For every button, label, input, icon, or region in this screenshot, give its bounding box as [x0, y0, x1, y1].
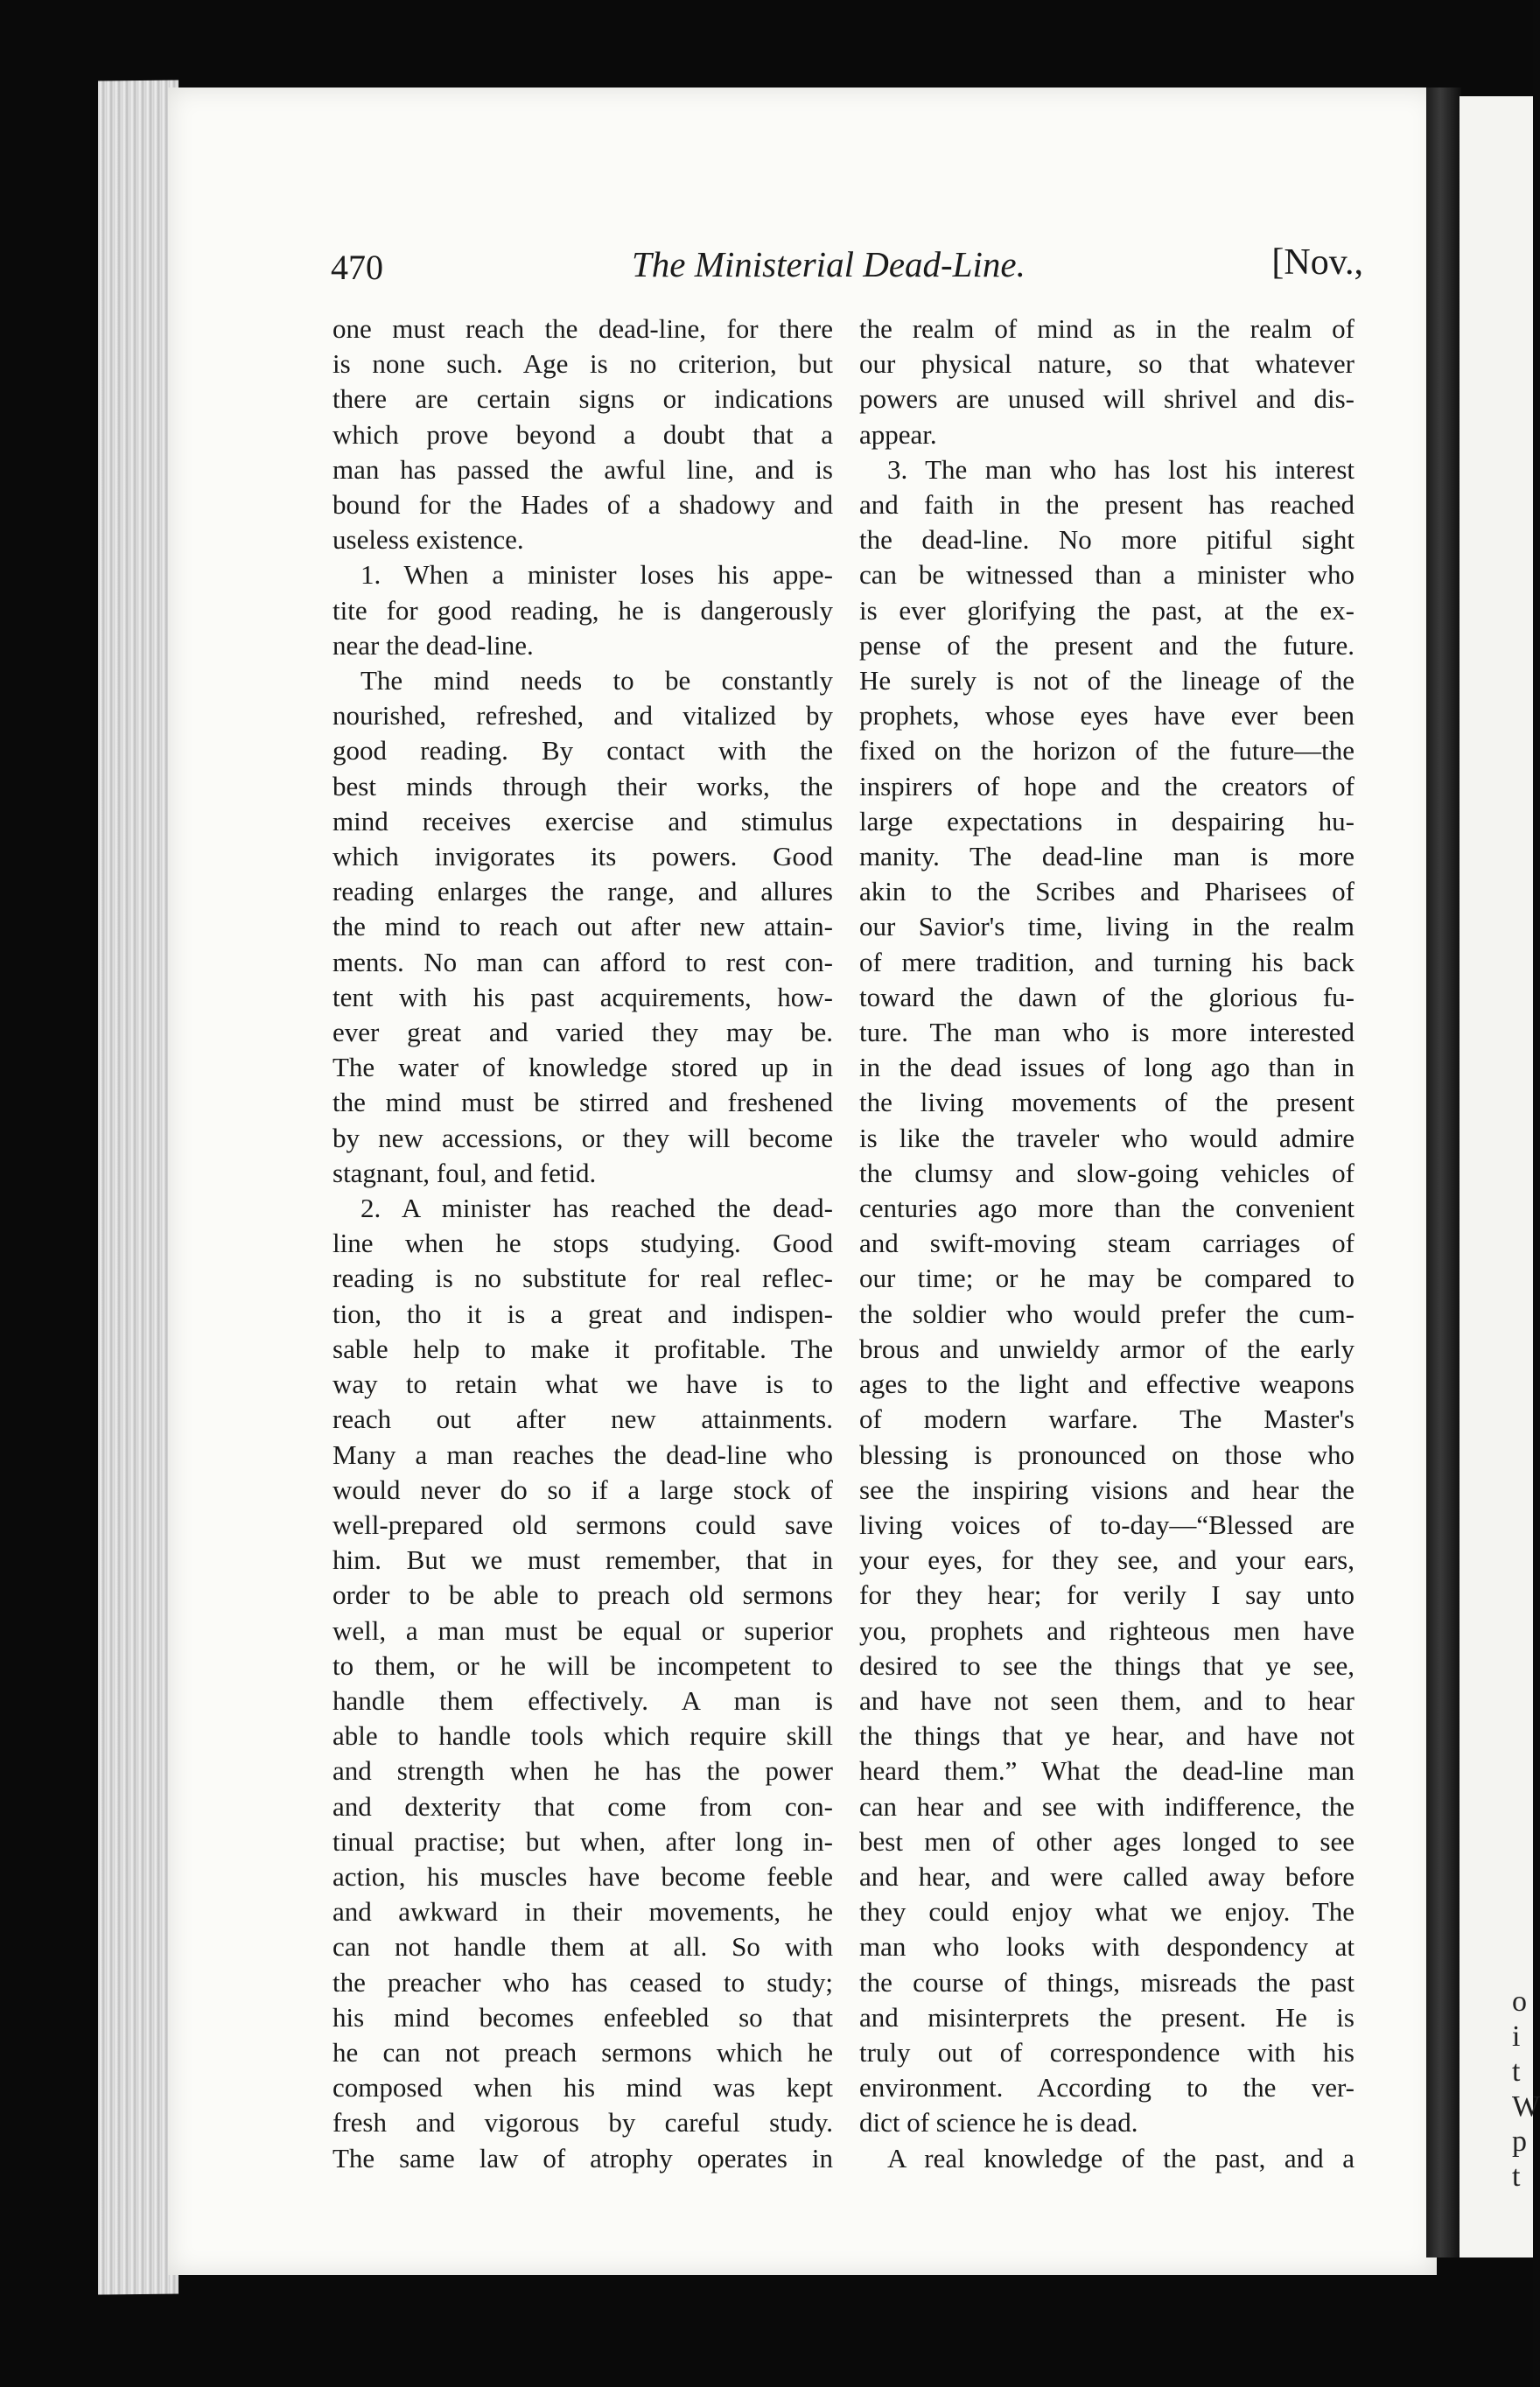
text-line: handle them effectively. A man is — [332, 1684, 833, 1716]
text-line: blessing is pronounced on those who — [859, 1438, 1354, 1470]
text-column-left — [332, 312, 833, 2176]
running-header — [331, 238, 1390, 290]
text-line: prophets, whose eyes have ever been — [859, 700, 1354, 732]
book-gutter — [1426, 88, 1461, 2258]
text-line: stagnant, foul, and fetid. — [332, 1157, 597, 1188]
text-line: he can not preach sermons which he — [332, 2036, 833, 2068]
text-line: well, a man must be equal or superior — [332, 1614, 833, 1646]
text-line: best men of other ages longed to see — [859, 1825, 1354, 1857]
text-line: is like the traveler who would admire — [859, 1122, 1354, 1153]
text-line: sable help to make it profitable. The — [332, 1333, 833, 1364]
text-line: and strength when he has the power — [332, 1755, 833, 1787]
text-line: which invigorates its powers. Good — [332, 841, 833, 872]
text-line: bound for the Hades of a shadowy and — [332, 489, 833, 521]
text-line: The mind needs to be constantly — [360, 665, 833, 696]
text-line: the living movements of the present — [859, 1087, 1354, 1118]
text-line: the things that ye hear, and have not — [859, 1720, 1354, 1752]
text-line: nourished, refreshed, and vitalized by — [332, 700, 833, 732]
facing-page-letter: p — [1512, 2125, 1527, 2158]
text-line: He surely is not of the lineage of the — [859, 665, 1354, 696]
text-line: they could enjoy what we enjoy. The — [859, 1896, 1354, 1928]
text-line: toward the dawn of the glorious fu- — [859, 981, 1354, 1012]
text-line: for they hear; for verily I say unto — [859, 1579, 1354, 1611]
text-line: and faith in the present has reached — [859, 489, 1354, 521]
text-line: man who looks with despondency at — [859, 1931, 1354, 1963]
text-line: the realm of mind as in the realm of — [859, 313, 1354, 344]
text-line: action, his muscles have become feeble — [332, 1860, 833, 1892]
text-line: the preacher who has ceased to study; — [332, 1966, 833, 1998]
text-line: can be witnessed than a minister who — [859, 559, 1354, 591]
text-line: him. But we must remember, that in — [332, 1544, 833, 1576]
text-line: desired to see the things that ye see, — [859, 1649, 1354, 1681]
text-line: can hear and see with indifference, the — [859, 1790, 1354, 1822]
text-line: heard them.” What the dead-line man — [859, 1755, 1354, 1787]
text-line: truly out of correspondence with his — [859, 2036, 1354, 2068]
text-line: and dexterity that come from con- — [332, 1790, 833, 1822]
text-line: 2. A minister has reached the dead- — [360, 1193, 833, 1224]
text-line: centuries ago more than the convenient — [859, 1193, 1354, 1224]
text-line: and hear, and were called away before — [859, 1860, 1354, 1892]
text-line: to them, or he will be incompetent to — [332, 1649, 833, 1681]
text-line: in the dead issues of long ago than in — [859, 1052, 1354, 1083]
text-line: ture. The man who is more interested — [859, 1017, 1354, 1048]
text-line: ages to the light and effective weapons — [859, 1368, 1354, 1400]
text-line: can not handle them at all. So with — [332, 1931, 833, 1963]
text-line: man has passed the awful line, and is — [332, 453, 833, 485]
text-line: which prove beyond a doubt that a — [332, 418, 833, 450]
text-line: tion, tho it is a great and indispen- — [332, 1298, 833, 1329]
text-line: mind receives exercise and stimulus — [332, 805, 833, 836]
text-line: akin to the Scribes and Pharisees of — [859, 876, 1354, 907]
text-line: The water of knowledge stored up in — [332, 1052, 833, 1083]
facing-page-letter: i — [1512, 2020, 1521, 2053]
text-line: is none such. Age is no criterion, but — [332, 348, 833, 380]
article-title: The Ministerial Dead-Line. — [632, 244, 1026, 284]
text-line: pense of the present and the future. — [859, 629, 1354, 661]
text-line: well-prepared old sermons could save — [332, 1508, 833, 1540]
text-line: the dead-line. No more pitiful sight — [859, 524, 1354, 556]
text-line: fresh and vigorous by careful study. — [332, 2107, 833, 2138]
text-line: Many a man reaches the dead-line who — [332, 1438, 833, 1470]
text-line: there are certain signs or indications — [332, 383, 833, 415]
text-line: order to be able to preach old sermons — [332, 1579, 833, 1611]
facing-page-letter: t — [1512, 2055, 1521, 2088]
text-line: The same law of atrophy operates in — [332, 2142, 833, 2174]
text-line: tent with his past acquirements, how- — [332, 981, 833, 1012]
text-line: tite for good reading, he is dangerously — [332, 594, 833, 626]
text-line: line when he stops studying. Good — [332, 1228, 833, 1259]
text-line: ever great and varied they may be. — [332, 1017, 833, 1048]
text-line: by new accessions, or they will become — [332, 1122, 833, 1153]
text-line: large expectations in despairing hu- — [859, 805, 1354, 836]
text-line: reading enlarges the range, and allures — [332, 876, 833, 907]
text-line: ments. No man can afford to rest con- — [332, 946, 833, 977]
text-line: manity. The dead-line man is more — [859, 841, 1354, 872]
text-line: the mind to reach out after new attain- — [332, 911, 833, 942]
text-line: one must reach the dead-line, for there — [332, 313, 833, 344]
text-line: best minds through their works, the — [332, 770, 833, 802]
text-line: of modern warfare. The Master's — [859, 1404, 1354, 1435]
text-line: powers are unused will shrivel and dis- — [859, 383, 1354, 415]
facing-page-letter: t — [1512, 2160, 1521, 2193]
issue-month: [Nov., — [1271, 242, 1363, 283]
text-line: brous and unwieldy armor of the early — [859, 1333, 1354, 1364]
text-line: tinual practise; but when, after long in- — [332, 1825, 833, 1857]
text-column-right — [859, 312, 1354, 2176]
facing-page-letter: W — [1512, 2090, 1540, 2123]
text-line: able to handle tools which require skill — [332, 1720, 833, 1752]
text-line: see the inspiring visions and hear the — [859, 1474, 1354, 1505]
text-line: and swift-moving steam carriages of — [859, 1228, 1354, 1259]
text-line: you, prophets and righteous men have — [859, 1614, 1354, 1646]
text-line: the clumsy and slow-going vehicles of — [859, 1157, 1354, 1188]
text-line: useless existence. — [332, 524, 524, 556]
text-line: our time; or he may be compared to — [859, 1263, 1354, 1294]
text-line: and have not seen them, and to hear — [859, 1684, 1354, 1716]
page-number: 470 — [331, 248, 383, 287]
text-line: 3. The man who has lost his interest — [887, 453, 1354, 485]
text-line: our Savior's time, living in the realm — [859, 911, 1354, 942]
text-line: inspirers of hope and the creators of — [859, 770, 1354, 802]
text-line: environment. According to the ver- — [859, 2072, 1354, 2104]
text-line: composed when his mind was kept — [332, 2072, 833, 2104]
text-line: reach out after new attainments. — [332, 1404, 833, 1435]
text-line: good reading. By contact with the — [332, 735, 833, 766]
page-stack-edge — [98, 80, 178, 2295]
text-line: the mind must be stirred and freshened — [332, 1087, 833, 1118]
text-line: your eyes, for they see, and your ears, — [859, 1544, 1354, 1576]
text-line: 1. When a minister loses his appe- — [360, 559, 833, 591]
text-line: reading is no substitute for real reflec- — [332, 1263, 833, 1294]
text-line: the soldier who would prefer the cum- — [859, 1298, 1354, 1329]
facing-page-letter: o — [1512, 1985, 1527, 2018]
text-line: living voices of to-day—“Blessed are — [859, 1508, 1354, 1540]
text-line: and awkward in their movements, he — [332, 1896, 833, 1928]
text-line: is ever glorifying the past, at the ex- — [859, 594, 1354, 626]
text-line: and misinterprets the present. He is — [859, 2001, 1354, 2033]
text-line: dict of science he is dead. — [859, 2107, 1138, 2138]
text-line: our physical nature, so that whatever — [859, 348, 1354, 380]
text-line: the course of things, misreads the past — [859, 1966, 1354, 1998]
text-line: A real knowledge of the past, and a — [887, 2142, 1354, 2174]
text-line: would never do so if a large stock of — [332, 1474, 833, 1505]
text-line: near the dead-line. — [332, 629, 534, 661]
text-line: fixed on the horizon of the future—the — [859, 735, 1354, 766]
text-line: way to retain what we have is to — [332, 1368, 833, 1400]
text-line: of mere tradition, and turning his back — [859, 946, 1354, 977]
text-line: his mind becomes enfeebled so that — [332, 2001, 833, 2033]
text-line: appear. — [859, 418, 937, 450]
facing-page — [1460, 96, 1533, 2258]
